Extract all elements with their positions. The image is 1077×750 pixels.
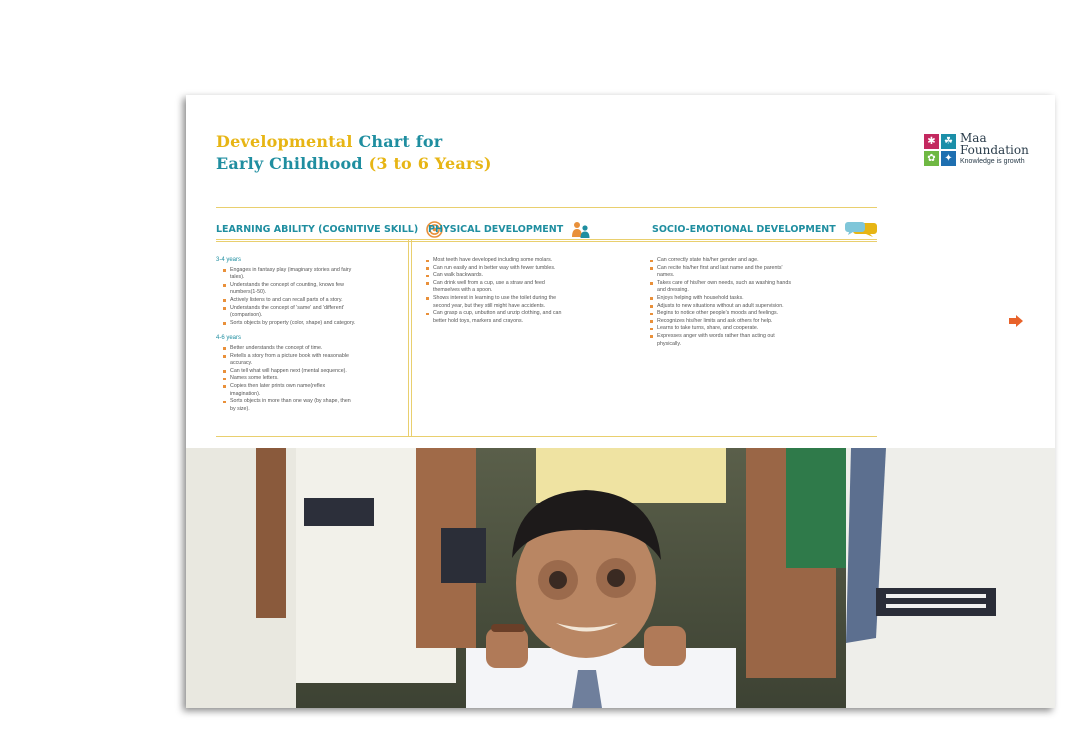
page-title — [216, 131, 492, 175]
list-item: Retells a story from a picture book with reasonable — [230, 353, 401, 361]
list-item: themselves with a spoon. — [433, 287, 493, 294]
socio-heading — [652, 221, 878, 238]
logo-tagline: Knowledge is growth — [960, 158, 1025, 165]
column-divider-1 — [408, 239, 409, 437]
list-item: Understands the concept of 'same' and 'different' — [230, 305, 401, 313]
list-item: Copies then later prints own name(reflex — [230, 383, 401, 391]
physical-heading-text: PHYSICAL DEVELOPMENT — [428, 224, 564, 235]
list-item: Can grasp a cup, unbutton and unzip clothing, and can — [433, 310, 624, 318]
list-item: Actively listens to and can recall parts of a story. — [230, 297, 401, 305]
list-item: Can correctly state his/her gender and age. — [657, 257, 863, 265]
socio-column — [643, 257, 863, 356]
development-chart — [216, 207, 877, 437]
logo-name — [960, 132, 1029, 156]
list-item: Can tell what will happen next (mental sequence). — [230, 368, 401, 376]
title-line-1 — [216, 131, 492, 153]
header-rule-2 — [216, 241, 877, 242]
list-item: by size). — [230, 405, 250, 412]
list-item: Most teeth have developed including some molars. — [433, 257, 624, 265]
column-divider-2 — [411, 239, 412, 437]
list-item: (comparison). — [230, 312, 263, 319]
title-line-2 — [216, 153, 492, 175]
title-word-chart: Chart for — [358, 132, 443, 151]
list-item: Engages in fantasy play (imaginary stories and fairy — [230, 267, 401, 275]
speech-bubbles-icon — [844, 221, 878, 238]
header-rule — [216, 239, 877, 240]
list-item: Enjoys helping with household tasks. — [657, 295, 863, 303]
maa-foundation-logo — [924, 131, 1034, 170]
people-icon — [571, 221, 591, 238]
age-group-label: 3-4 years — [216, 257, 242, 263]
list-item: Shows interest in learning to use the toilet during the — [433, 295, 624, 303]
logo-name-line-1: Maa — [960, 131, 987, 145]
age-group-label: 4-6 years — [216, 335, 242, 342]
physical-column — [419, 257, 624, 333]
logo-tile-magenta: ✱ — [924, 134, 939, 149]
physical-heading — [428, 221, 591, 238]
title-word-early-childhood: Early Childhood — [216, 154, 363, 173]
logo-name-line-2: Foundation — [960, 143, 1029, 157]
bottom-rule — [216, 436, 877, 437]
list-item: Sorts objects by property (color, shape) and category. — [230, 320, 401, 328]
children-photo — [186, 448, 1055, 708]
list-item: Can recite his/her first and last name and the parents' — [657, 265, 863, 273]
list-item: Can drink well from a cup, use a straw and feed — [433, 280, 624, 288]
list-item: better hold toys, markers and crayons. — [433, 317, 524, 324]
cognitive-column — [216, 257, 401, 421]
list-item: accuracy. — [230, 360, 253, 367]
top-rule — [216, 207, 877, 208]
list-item: Names some letters. — [230, 375, 401, 383]
socio-heading-text: SOCIO-EMOTIONAL DEVELOPMENT — [652, 224, 836, 235]
list-item: numbers(1-50). — [230, 289, 267, 296]
cognitive-heading — [216, 221, 443, 238]
arrow-right-icon[interactable] — [1009, 315, 1023, 327]
list-item: Expresses anger with words rather than acting out — [657, 333, 863, 341]
list-item: physically. — [657, 340, 682, 347]
list-item: second year, but they still might have accidents. — [433, 302, 546, 309]
physical-list — [419, 257, 624, 325]
list-item: Begins to notice other people's moods and feelings. — [657, 310, 863, 318]
cognitive-heading-text: LEARNING ABILITY (COGNITIVE SKILL) — [216, 224, 419, 235]
list-item: Understands the concept of counting, knows few — [230, 282, 401, 290]
logo-tile-blue: ☘ — [941, 134, 956, 149]
list-item: Adjusts to new situations without an adult supervision. — [657, 303, 863, 311]
logo-tile-green: ✿ — [924, 151, 939, 166]
list-item: names. — [657, 272, 675, 279]
list-item: imagination). — [230, 390, 261, 397]
age-group-list — [216, 345, 401, 413]
list-item: Learns to take turns, share, and cooperate. — [657, 325, 863, 333]
chart-poster — [186, 95, 1055, 708]
list-item: Can run easily and in better way with fewer tumbles. — [433, 265, 624, 273]
age-group-list — [216, 267, 401, 328]
logo-tile-navy: ✦ — [941, 151, 956, 166]
list-item: tales). — [230, 274, 245, 281]
list-item: Better understands the concept of time. — [230, 345, 401, 353]
list-item: and dressing. — [657, 287, 689, 294]
list-item: Takes care of his/her own needs, such as washing hands — [657, 280, 863, 288]
logo-tiles — [924, 134, 956, 166]
title-word-developmental: Developmental — [216, 132, 353, 151]
list-item: Can walk backwards. — [433, 272, 624, 280]
list-item: Sorts objects in more than one way (by shape, then — [230, 398, 401, 406]
socio-list — [643, 257, 863, 348]
list-item: Recognizes his/her limits and ask others for help. — [657, 318, 863, 326]
title-age-range: (3 to 6 Years) — [368, 154, 492, 173]
